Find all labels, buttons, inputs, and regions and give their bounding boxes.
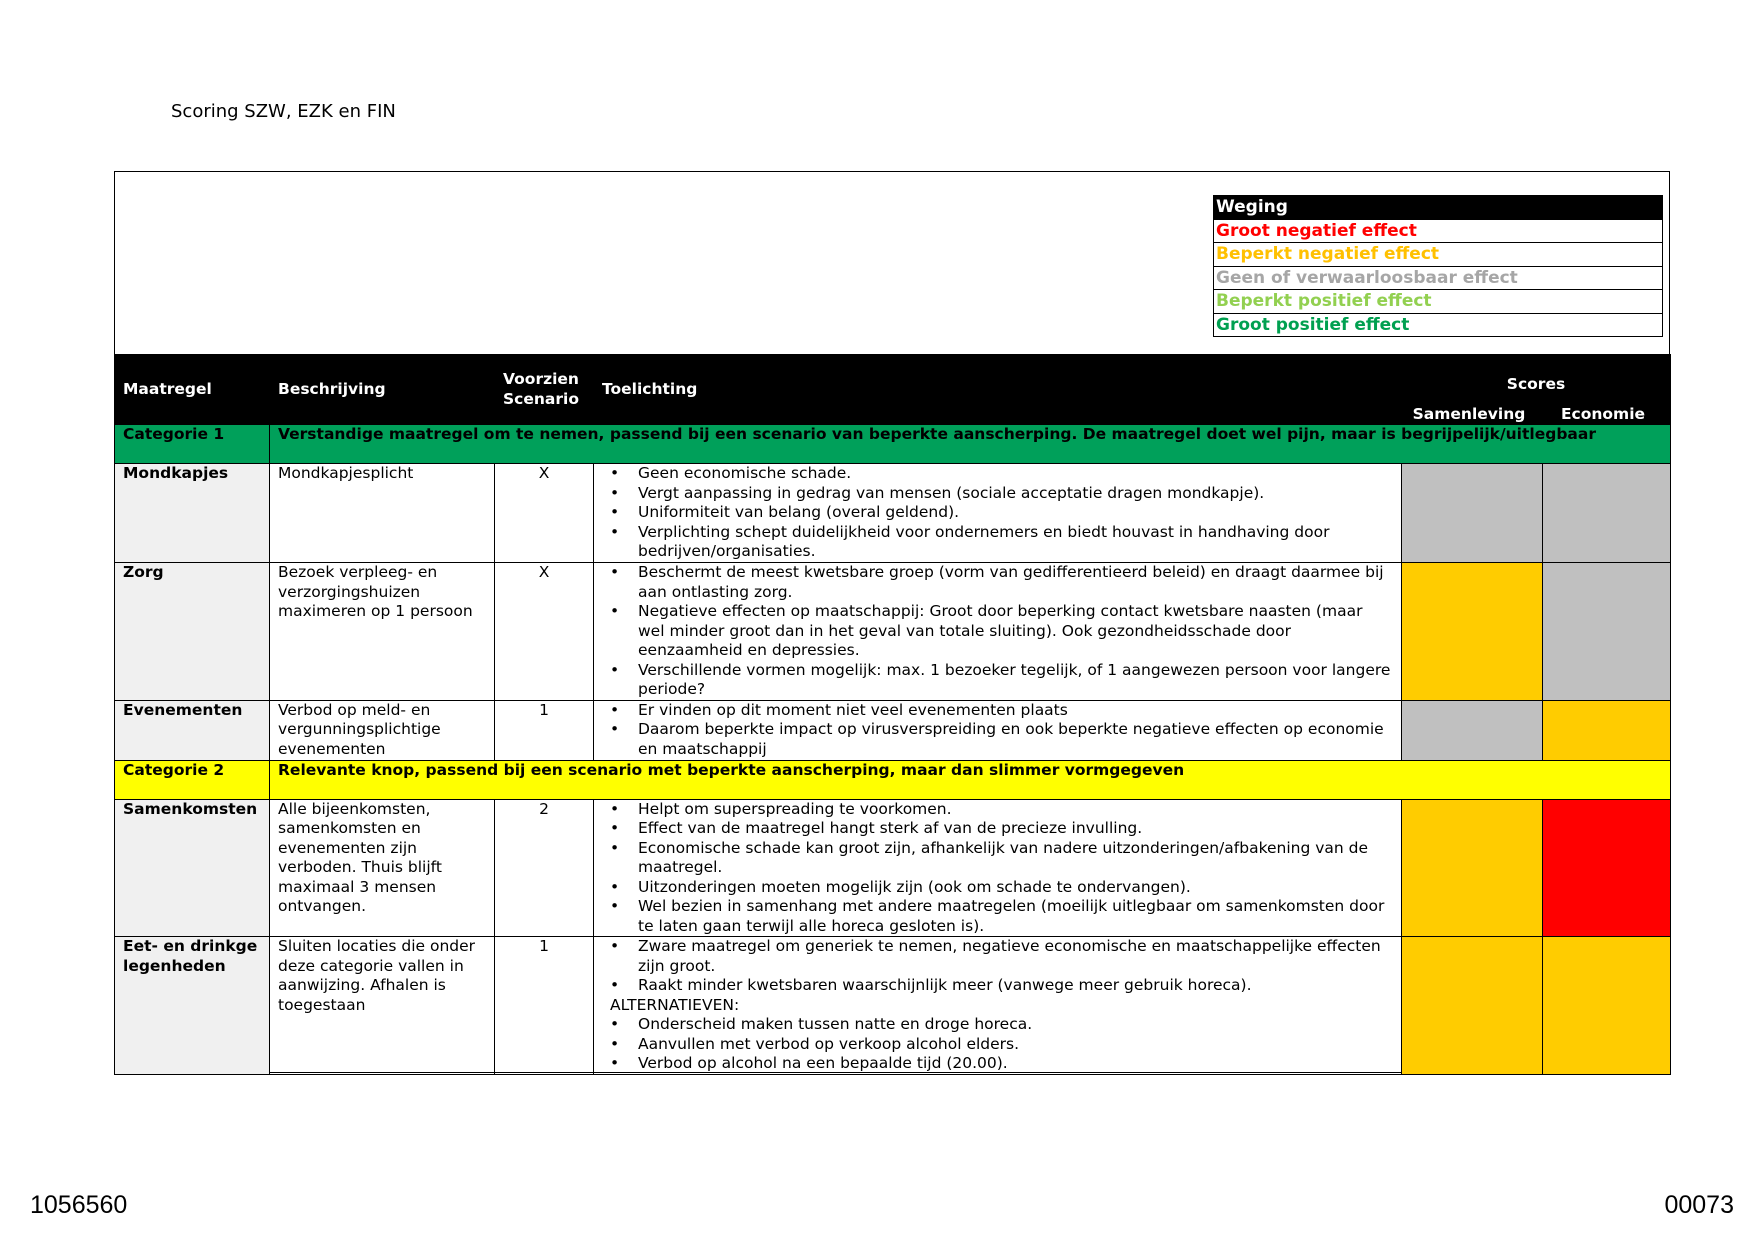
header-samenleving: Samenleving [1412, 404, 1526, 423]
beschrijving-cell: Alle bijeenkomsten, samenkomsten en evenementen zijn verboden. Thuis blijft maximaal 3 mensen ontvangen. [270, 799, 495, 937]
bullet-item: • Verplichting schept duidelijkheid voor ondernemers en biedt houvast in handhaving door bedrijven/organisaties. [638, 523, 1393, 562]
table-row [115, 937, 1671, 1075]
bullet-item: • Er vinden op dit moment niet veel evenementen plaats [638, 701, 1393, 721]
score-economie [1543, 563, 1671, 701]
bullet-item: • Economische schade kan groot zijn, afhankelijk van nadere uitzonderingen/afbakening van de maatregel. [638, 839, 1393, 878]
category-description: Verstandige maatregel om te nemen, passend bij een scenario van beperkte aanscherping. De maatregel doet wel pijn, maar is begrijpelijk/uitlegbaar [270, 425, 1671, 464]
bullet-item: • Verschillende vormen mogelijk: max. 1 bezoeker tegelijk, of 1 aangewezen persoon voor langere periode? [638, 661, 1393, 700]
score-economie [1543, 799, 1671, 937]
score-samenleving [1402, 937, 1543, 1075]
header-toelichting: Toelichting [594, 355, 1402, 425]
header-scenario-line2: Scenario [503, 389, 579, 408]
toelichting-cell [594, 937, 1402, 1075]
header-scores-label: Scores [1506, 375, 1566, 393]
toelichting-cell [594, 799, 1402, 937]
header-scenario-line1: Voorzien [503, 370, 579, 388]
bullet-item: • Beschermt de meest kwetsbare groep (vorm van gedifferentieerd beleid) en draagt daarmee bij aan ontlasting zorg. [638, 563, 1393, 602]
beschrijving-cell: Sluiten locaties die onder deze categorie vallen in aanwijzing. Afhalen is toegestaan [270, 937, 495, 1075]
category-label: Categorie 1 [115, 425, 270, 464]
scenario-cell: 2 [495, 799, 594, 937]
legend-item: Beperkt positief effect [1214, 289, 1662, 313]
toelichting-cell [594, 464, 1402, 563]
legend-item: Geen of verwaarloosbaar effect [1214, 266, 1662, 290]
bullet-item: • Helpt om superspreading te voorkomen. [638, 800, 1393, 820]
bullet-item: • Verbod op alcohol na een bepaalde tijd (20.00). [638, 1054, 1393, 1074]
bullet-item: • Geen economische schade. [638, 464, 1393, 484]
bullet-item: • Zware maatregel om generiek te nemen, negatieve economische en maatschappelijke effecten zijn groot. [638, 937, 1393, 976]
beschrijving-cell: Bezoek verpleeg- en verzorgingshuizen maximeren op 1 persoon [270, 563, 495, 701]
maatregel-cell: Samenkomsten [115, 799, 270, 937]
bullet-item: • Onderscheid maken tussen natte en droge horeca. [638, 1015, 1393, 1035]
scenario-cell: X [495, 563, 594, 701]
beschrijving-cell: Verbod op meld- en vergunningsplichtige evenementen [270, 700, 495, 760]
table-row [115, 799, 1671, 937]
toelichting-cell [594, 563, 1402, 701]
beschrijving-cell: Mondkapjesplicht [270, 464, 495, 563]
scenario-cell: 1 [495, 700, 594, 760]
bullet-item: • Uitzonderingen moeten mogelijk zijn (ook om schade te ondervangen). [638, 878, 1393, 898]
scenario-cell: X [495, 464, 594, 563]
score-economie [1543, 937, 1671, 1075]
maatregel-cell: Mondkapjes [115, 464, 270, 563]
header-scenario [495, 355, 594, 425]
score-samenleving [1402, 563, 1543, 701]
bullet-item: • Wel bezien in samenhang met andere maatregelen (moeilijk uitlegbaar om samenkomsten door te laten gaan terwijl alle horeca gesloten is). [638, 897, 1393, 936]
header-maatregel: Maatregel [115, 355, 270, 425]
legend-item: Groot negatief effect [1214, 219, 1662, 243]
toelichting-cell [594, 700, 1402, 760]
legend-item: Groot positief effect [1214, 313, 1662, 337]
table-row [115, 464, 1671, 563]
scenario-cell: 1 [495, 937, 594, 1075]
score-samenleving [1402, 464, 1543, 563]
header-scores [1402, 355, 1671, 425]
weging-legend [1213, 195, 1663, 337]
maatregel-cell: Evenementen [115, 700, 270, 760]
bullet-item: • Uniformiteit van belang (overal geldend). [638, 503, 1393, 523]
category-description: Relevante knop, passend bij een scenario met beperkte aanscherping, maar dan slimmer vormgegeven [270, 760, 1671, 799]
legend-title: Weging [1214, 196, 1662, 219]
scoring-table [114, 354, 1671, 1075]
document-number: 1056560 [30, 1191, 128, 1219]
alternatieven-title: ALTERNATIEVEN: [610, 995, 740, 1014]
bullet-item: • Vergt aanpassing in gedrag van mensen (sociale acceptatie dragen mondkapje). [638, 484, 1393, 504]
bullet-item: • Negatieve effecten op maatschappij: Groot door beperking contact kwetsbare naasten (maar wel minder groot dan in het geval van totale sluiting). Ook gezondheidsschade door eenzaamheid en depressies. [638, 602, 1393, 661]
maatregel-cell: Zorg [115, 563, 270, 701]
header-economie: Economie [1560, 404, 1646, 423]
score-economie [1543, 464, 1671, 563]
bullet-item: • Aanvullen met verbod op verkoop alcohol elders. [638, 1035, 1393, 1055]
score-samenleving [1402, 799, 1543, 937]
header-beschrijving: Beschrijving [270, 355, 495, 425]
score-economie [1543, 700, 1671, 760]
category-label: Categorie 2 [115, 760, 270, 799]
bullet-item: • Effect van de maatregel hangt sterk af van de precieze invulling. [638, 819, 1393, 839]
score-samenleving [1402, 700, 1543, 760]
maatregel-cell: Eet- en drinkgelegenheden [115, 937, 270, 1075]
bullet-item: • Raakt minder kwetsbaren waarschijnlijk meer (vanwege meer gebruik horeca). [638, 976, 1393, 996]
page-title: Scoring SZW, EZK en FIN [171, 101, 396, 122]
page-number: 00073 [1664, 1191, 1734, 1219]
table-row [115, 700, 1671, 760]
legend-item: Beperkt negatief effect [1214, 242, 1662, 266]
table-row [115, 563, 1671, 701]
bullet-item: • Daarom beperkte impact op virusverspreiding en ook beperkte negatieve effecten op economie en maatschappij [638, 720, 1393, 759]
